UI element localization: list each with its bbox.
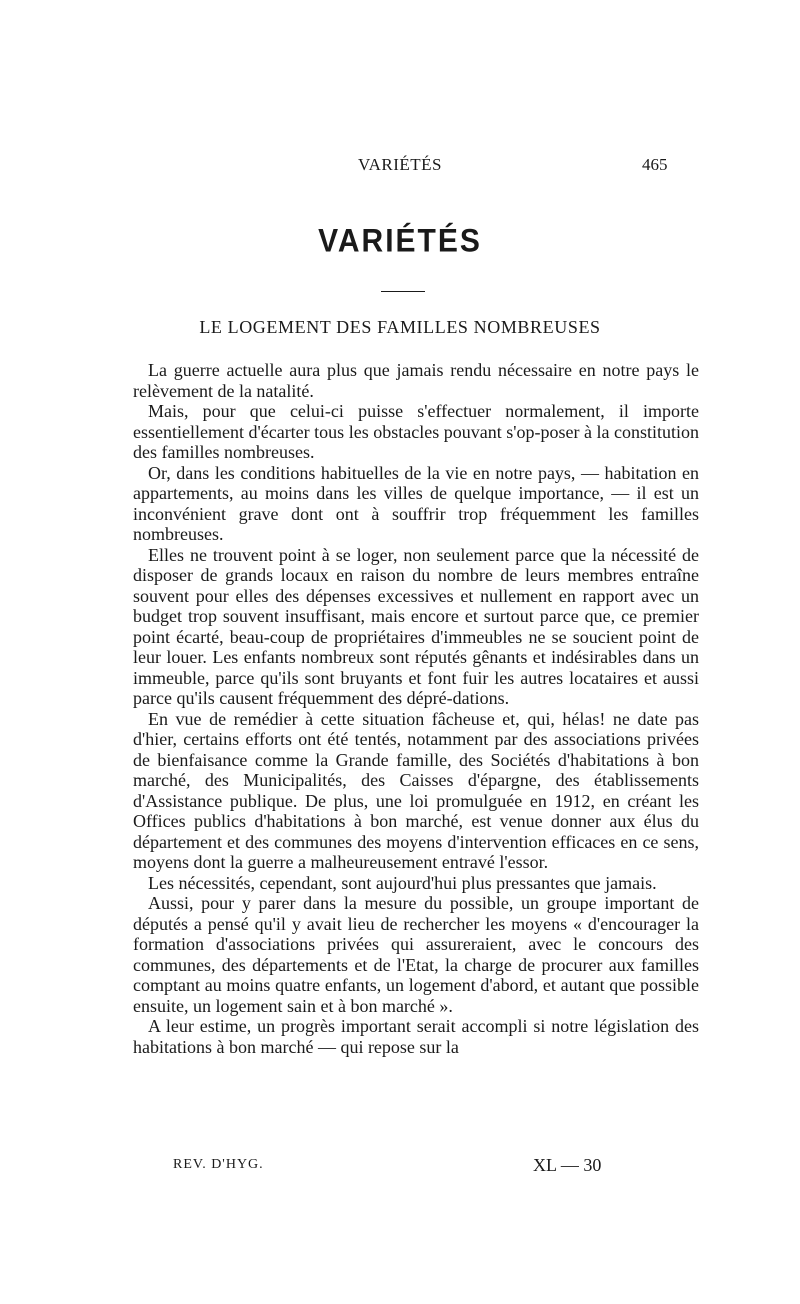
title-rule: [381, 291, 425, 292]
footer-signature-left: REV. D'HYG.: [173, 1157, 264, 1172]
paragraph: Or, dans les conditions habituelles de la vie en notre pays, — habitation en appartements, au moins dans les villes de quelque importance, — il est un inconvénient grave dont ont à souffrir trop fréquemment les familles nombreuses.: [133, 462, 699, 544]
article-title: LE LOGEMENT DES FAMILLES NOMBREUSES: [199, 317, 601, 337]
page-number: 465: [642, 155, 668, 174]
running-head: [0, 155, 800, 179]
paragraph: Les nécessités, cependant, sont aujourd'hui plus pressantes que jamais.: [148, 872, 657, 893]
article-body: [133, 360, 699, 1057]
running-title: VARIÉTÉS: [358, 155, 442, 174]
paragraph: La guerre actuelle aura plus que jamais rendu nécessaire en notre pays le relèvement de la natalité.: [133, 360, 699, 401]
page-footer: [0, 1157, 800, 1181]
footer-signature-right: XL — 30: [533, 1155, 602, 1175]
paragraph: En vue de remédier à cette situation fâcheuse et, qui, hélas! ne date pas d'hier, certains efforts ont été tentés, notamment par des associations privées de bienfaisance comme la Grande famille, des Sociétés d'habitations à bon marché, des Municipalités, des Caisses d'épargne, des établissements d'Assistance publique. De plus, une loi promulguée en 1912, en créant les Offices publics d'habitations à bon marché, est venue donner aux élus du département et des communes des moyens d'intervention efficaces en ce sens, moyens dont la guerre a malheureusement entravé l'essor.: [133, 708, 699, 872]
paragraph: Mais, pour que celui-ci puisse s'effectuer normalement, il importe essentiellement d'écarter tous les obstacles pouvant s'op-poser à la constitution des familles nombreuses.: [133, 401, 699, 462]
paragraph: Aussi, pour y parer dans la mesure du possible, un groupe important de députés a pensé qu'il y avait lieu de rechercher les moyens « d'encourager la formation d'associations privées qui assureraient, avec le concours des communes, des départements et de l'Etat, la charge de procurer aux familles comptant au moins quatre enfants, un logement d'abord, et autant que possible ensuite, un logement sain et à bon marché ».: [133, 893, 699, 1016]
paragraph: A leur estime, un progrès important serait accompli si notre législation des habitations à bon marché — qui repose sur la: [133, 1016, 699, 1057]
paragraph: Elles ne trouvent point à se loger, non seulement parce que la nécessité de disposer de grands locaux en raison du nombre de leurs membres entraîne souvent pour elles des dépenses excessives et nullement en rapport avec un budget trop souvent insuffisant, mais encore et surtout parce que, ce premier point écarté, beau-coup de propriétaires d'immeubles ne se soucient point de leur louer. Les enfants nombreux sont réputés gênants et indésirables dans un immeuble, parce qu'ils sont bruyants et font fuir les autres locataires et aussi parce qu'ils causent fréquemment des dépré-dations.: [133, 544, 699, 708]
section-title: VARIÉTÉS: [318, 223, 482, 260]
